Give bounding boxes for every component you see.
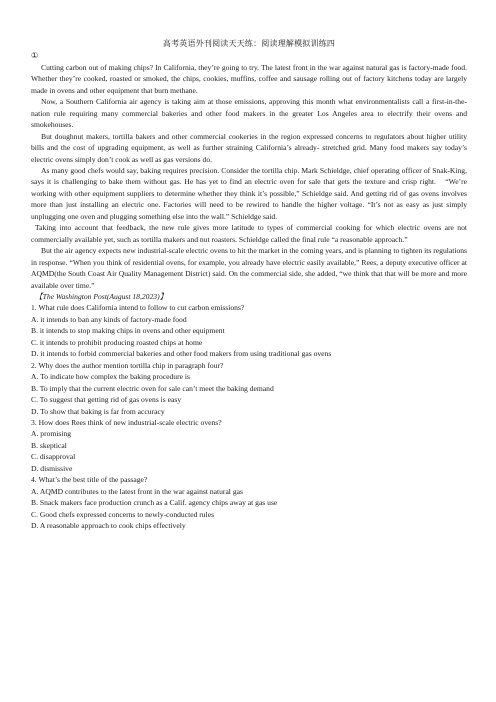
question-stem: 4. What’s the best title of the passage? xyxy=(31,475,148,485)
paragraph: But doughnut makers, tortilla bakers and other commercial cookeries in the region expressed concerns to regulators about higher utility bills and the cost of upgrading equipment, as well as further straining California’s already- stretched grid. Many food makers say today’s electric ovens simply don’t cook as well as gas versions do. xyxy=(31,131,467,164)
option-c: C. disapproval xyxy=(31,452,76,462)
option-b: B. To imply that the current electric oven for sale can’t meet the baking demand xyxy=(31,383,274,393)
option-d: D. To show that baking is far from accuracy xyxy=(31,406,165,416)
option-c: C. Good chefs expressed concerns to newly-conducted rules xyxy=(31,509,215,519)
paragraph: Taking into account that feedback, the new rule gives more latitude to types of commercial cooking for which electric ovens are not commercially available yet, such as tortilla makers and nut roasters. Schieldge called the final rule “a reasonable approach.” xyxy=(31,223,467,244)
option-a: A. promising xyxy=(31,429,72,439)
question-list xyxy=(31,302,467,531)
passage-marker: ① xyxy=(31,51,39,61)
option-b: B. it intends to stop making chips in ovens and other equipment xyxy=(31,326,225,336)
question-stem: 1. What rule does California intend to follow to cut carbon emissions? xyxy=(31,303,245,313)
paragraph: But the air agency expects new industrial-scale electric ovens to hit the market in the coming years, and is planning to tighten its regulations in response. “When you think of residential ovens, for example, you already have electric easily available,” Rees, a deputy executive officer at AQMD(the South Coast Air Quality Management District) said. On the commercial side, she added, “we think that that will be more and more available over time.” xyxy=(31,246,467,290)
option-c: C. To suggest that getting rid of gas ovens is easy xyxy=(31,395,182,405)
paragraph: Cutting carbon out of making chips? In California, they’re going to try. The latest front in the war against natural gas is factory-made food. Whether they’re cooked, roasted or smoked, the chips, cookies, muffins, coffee and sausage rolling out of factory kitchens today are largely made in ovens and other equipment that burn methane. xyxy=(31,62,467,95)
option-a: A. it intends to ban any kinds of factory-made food xyxy=(31,314,187,324)
question-stem: 2. Why does the author mention tortilla chip in paragraph four? xyxy=(31,360,224,370)
paragraph: As many good chefs would say, baking requires precision. Consider the tortilla chip. Mark Schieldge, chief operating officer of Snak-King, says it is challenging to bake them without gas. He has yet to find an electric oven for sale that gets the texture and crisp right. “We’re working with other equipment suppliers to determine whether they think it’s possible,” Schieldge said. And getting rid of gas ovens involves more than just installing an electric one. Factories will need to be rewired to handle the higher voltage. “It’s not as easy as just simply unplugging one oven and plugging something else into the wall.” Schieldge said. xyxy=(31,165,467,221)
question-3 xyxy=(31,417,467,474)
option-b: B. Snack makers face production crunch as a Calif. agency chips away at gas use xyxy=(31,498,278,508)
question-1 xyxy=(31,302,467,359)
option-a: A. To indicate how complex the baking procedure is xyxy=(31,372,190,382)
option-a: A. AQMD contributes to the latest front in the war against natural gas xyxy=(31,486,243,496)
option-c: C. it intends to prohibit producing roasted chips at home xyxy=(31,337,203,347)
question-stem: 3. How does Rees think of new industrial-scale electric ovens? xyxy=(31,417,222,427)
option-d: D. A reasonable approach to cook chips effectively xyxy=(31,521,186,531)
option-d: D. dismissive xyxy=(31,463,73,473)
question-4 xyxy=(31,474,467,531)
option-d: D. it intends to forbid commercial bakeries and other food makers from using traditional gas ovens xyxy=(31,349,332,359)
paragraph: Now, a Southern California air agency is taking aim at those emissions, approving this month what environmentalists call a first-in-the-nation rule requiring many commercial bakeries and other food makers in the greater Los Angeles area to electrify their ovens and smokehouses. xyxy=(31,97,467,130)
question-2 xyxy=(31,360,467,417)
option-b: B. skeptical xyxy=(31,440,67,450)
source-citation: 【The Washington Post(August 18,2023)】 xyxy=(35,291,168,301)
passage xyxy=(31,62,467,291)
document-title: 高考英语外刊阅读天天练：阅读理解模拟训练四 xyxy=(162,39,336,48)
